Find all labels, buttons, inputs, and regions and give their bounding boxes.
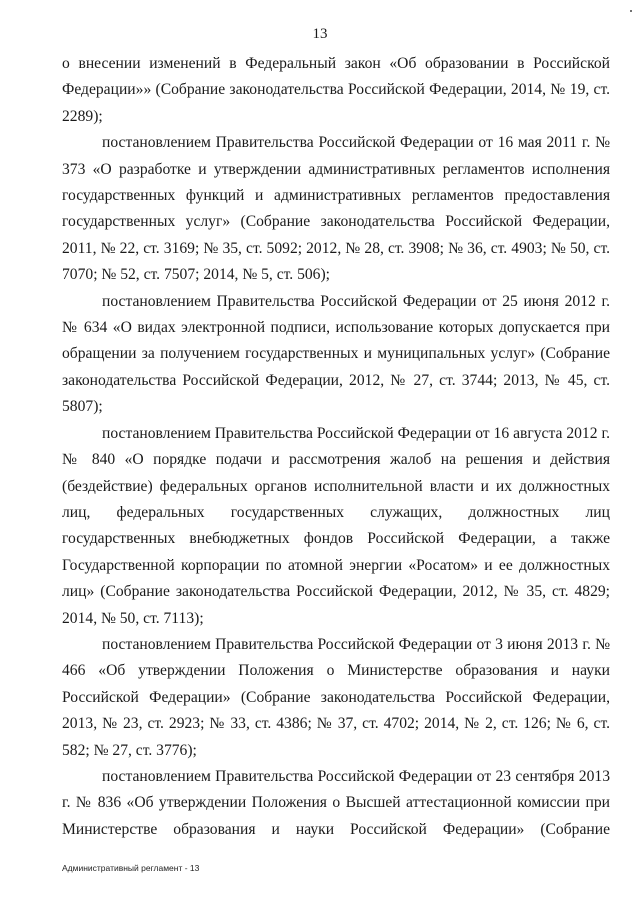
paragraph-5: постановлением Правительства Российской Федерации от 3 июня 2013 г. № 466 «Об утверждении Положения о Министерстве образования и науки Российской Федерации» (Собрание законодательства Российской Федерации, 2013, № 23, ст. 2923; № 33, ст. 4386; № 37, ст. 4702; 2014, № 2, ст. 126; № 6, ст. 582; № 27, ст. 3776);: [62, 635, 610, 759]
paragraph-1: о внесении изменений в Федеральный закон «Об образовании в Российской Федерации»» (Собрание законодательства Российской Федерации, 2014, № 19, ст. 2289);: [62, 55, 610, 125]
paragraph-6: постановлением Правительства Российской Федерации от 23 сентября 2013 г. № 836 «Об утверждении Положения о Высшей аттестационной комиссии при Министерстве образования и науки Российской Федерации» (Собрание: [62, 767, 610, 838]
paragraph-4: постановлением Правительства Российской Федерации от 16 августа 2012 г. № 840 «О порядке подачи и рассмотрения жалоб на решения и действия (бездействие) федеральных органов исполнительной власти и их должностных лиц, федеральных государственных служащих, должностных лиц государственных внебюджетных фондов Российской Федерации, а также Государственной корпорации по атомной энергии «Росатом» и ее должностных лиц» (Собрание законодательства Российской Федерации, 2012, № 35, ст. 4829; 2014, № 50, ст. 7113);: [62, 424, 610, 627]
footer-caption: Административный регламент - 13: [62, 863, 200, 873]
page-number: 13: [312, 26, 328, 42]
paragraph-3: постановлением Правительства Российской Федерации от 25 июня 2012 г. № 634 «О видах электронной подписи, использование которых допускается при обращении за получением государственных и муниципальных услуг» (Собрание законодательства Российской Федерации, 2012, № 27, ст. 3744; 2013, № 45, ст. 5807);: [62, 292, 610, 416]
scan-speck: [630, 10, 632, 12]
paragraph-2: постановлением Правительства Российской Федерации от 16 мая 2011 г. № 373 «О разработке и утверждении административных регламентов исполнения государственных функций и административных регламентов предоставления государственных услуг» (Собрание законодательства Российской Федерации, 2011, № 22, ст. 3169; № 35, ст. 5092; 2012, № 28, ст. 3908; № 36, ст. 4903; № 50, ст. 7070; № 52, ст. 7507; 2014, № 5, ст. 506);: [62, 134, 610, 284]
document-body: [62, 51, 610, 843]
